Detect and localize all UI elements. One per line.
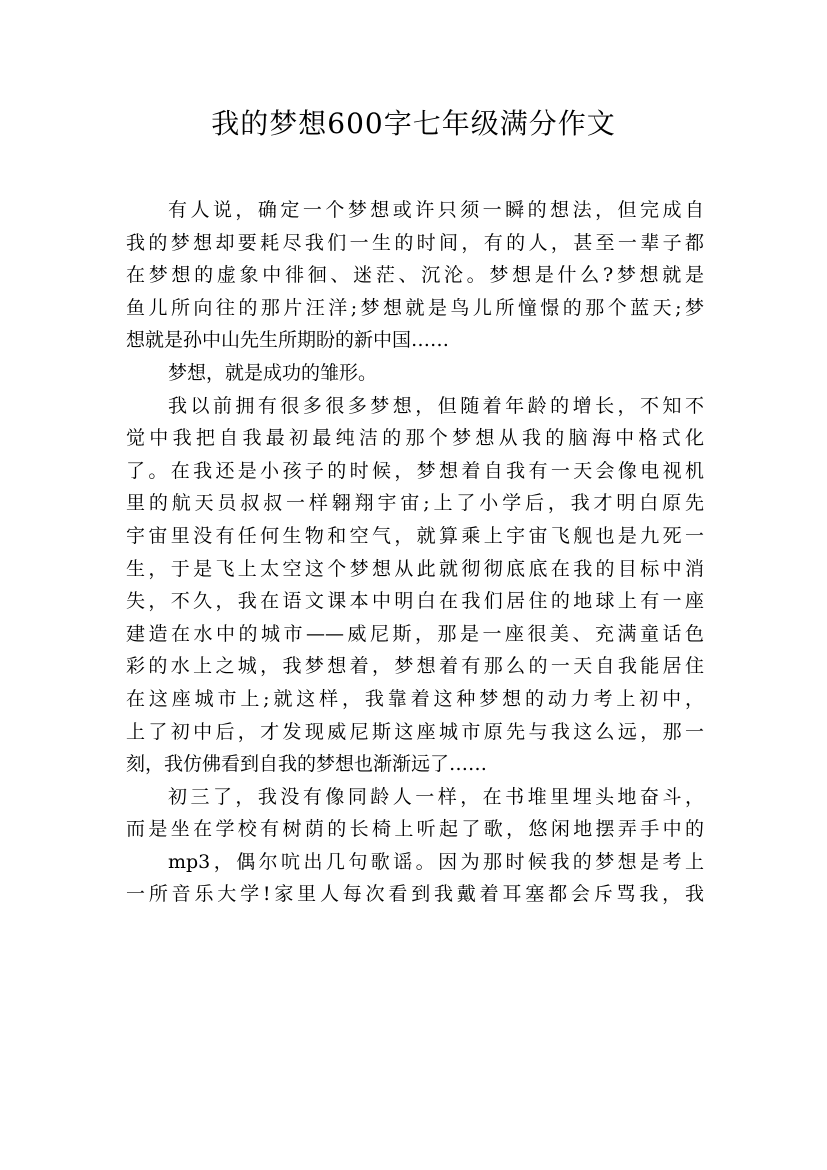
body-line: 彩的水上之城，我梦想着，梦想着有那么的一天自我能居住 [126, 655, 704, 678]
body-line: 鱼儿所向往的那片汪洋;梦想就是鸟儿所憧憬的那个蓝天;梦 [126, 296, 704, 319]
body-line: 生，于是飞上太空这个梦想从此就彻彻底底在我的目标中消 [126, 557, 704, 580]
body-line: 有人说，确定一个梦想或许只须一瞬的想法，但完成自 [168, 199, 704, 221]
body-line: 里的航天员叔叔一样翱翔宇宙;上了小学后，我才明白原先 [126, 492, 704, 515]
body-line: 一所音乐大学!家里人每次看到我戴着耳塞都会斥骂我，我 [126, 883, 704, 906]
body-line: mp3，偶尔吭出几句歌谣。因为那时候我的梦想是考上 [168, 850, 704, 873]
body-line: 建造在水中的城市——威尼斯，那是一座很美、充满童话色 [126, 622, 704, 645]
body-line: 梦想，就是成功的雏形。 [168, 361, 378, 384]
document-body [126, 194, 704, 911]
body-line: 上了初中后，才发现威尼斯这座城市原先与我这么远，那一 [126, 720, 704, 743]
body-line: 想就是孙中山先生所期盼的新中国…… [126, 329, 450, 352]
document-title: 我的梦想600字七年级满分作文 [211, 107, 616, 140]
body-line: 在这座城市上;就这样，我靠着这种梦想的动力考上初中， [126, 687, 704, 710]
body-line: 我的梦想却要耗尽我们一生的时间，有的人，甚至一辈子都 [126, 231, 704, 254]
body-line: 宇宙里没有任何生物和空气，就算乘上宇宙飞舰也是九死一 [126, 524, 704, 547]
body-line: 而是坐在学校有树荫的长椅上听起了歌，悠闲地摆弄手中的 [126, 818, 704, 841]
body-line: 在梦想的虚象中徘徊、迷茫、沉沦。梦想是什么?梦想就是 [126, 264, 704, 287]
body-line: 失，不久，我在语文课本中明白在我们居住的地球上有一座 [126, 590, 704, 613]
body-line: 了。在我还是小孩子的时候，梦想着自我有一天会像电视机 [126, 459, 704, 482]
body-line: 初三了，我没有像同龄人一样，在书堆里埋头地奋斗， [168, 785, 704, 808]
body-line: 刻，我仿佛看到自我的梦想也渐渐远了…… [126, 753, 488, 776]
body-line: 觉中我把自我最初最纯洁的那个梦想从我的脑海中格式化 [126, 427, 704, 450]
body-line: 我以前拥有很多很多梦想，但随着年龄的增长，不知不 [168, 394, 704, 417]
